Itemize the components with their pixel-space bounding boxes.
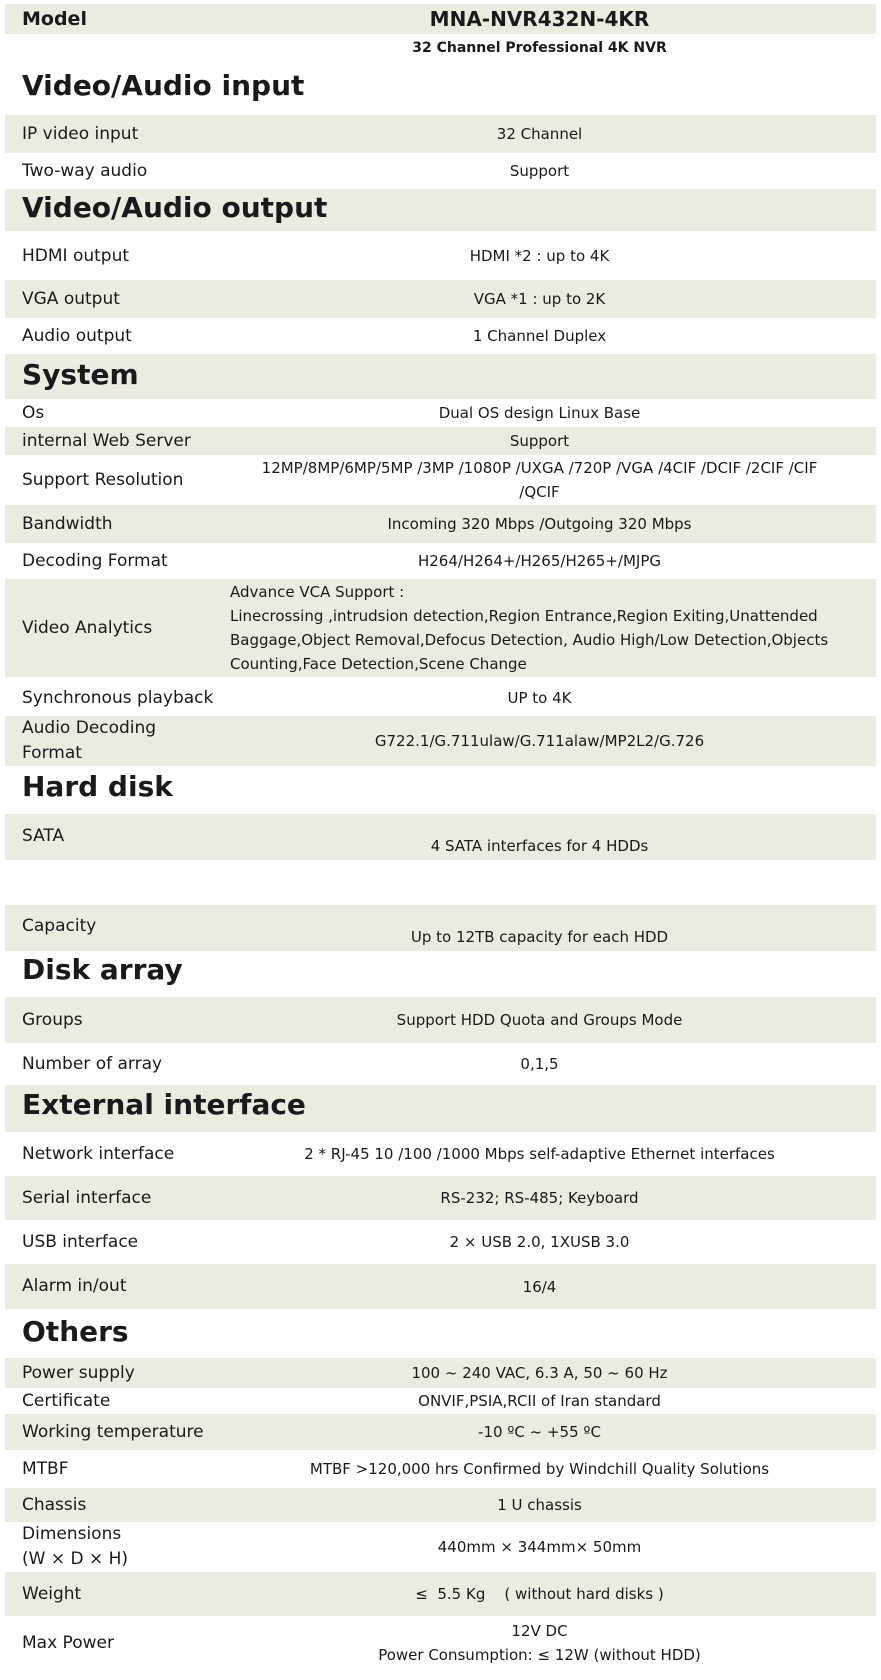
section-system: System (22, 358, 139, 391)
row-value: 100 ~ 240 VAC, 6.3 A, 50 ~ 60 Hz (411, 1364, 668, 1382)
label-line-2: (W × D × H) (22, 1549, 129, 1569)
row-value: 440mm × 344mm× 50mm (437, 1538, 642, 1556)
row-value: VGA *1 : up to 2K (473, 290, 606, 308)
row-mtbf (5, 1450, 876, 1488)
row-value (223, 1619, 876, 1667)
row-label: internal Web Server (22, 430, 191, 451)
row-label: SATA (22, 826, 65, 846)
row-value: 16/4 (522, 1277, 557, 1296)
row-label: Certificate (22, 1390, 111, 1411)
row-label: Synchronous playback (22, 687, 214, 708)
row-label: Alarm in/out (22, 1276, 127, 1296)
product-subtitle: 32 Channel Professional 4K NVR (412, 40, 667, 56)
row-two-way-audio (5, 153, 876, 189)
row-value: HDMI *2 : up to 4K (469, 247, 610, 265)
row-alarm (5, 1264, 876, 1309)
section-others: Others (22, 1315, 129, 1348)
row-label: HDMI output (22, 245, 130, 266)
resolution-line-2: /QCIF (519, 483, 560, 501)
row-value: G722.1/G.711ulaw/G.711alaw/MP2L2/G.726 (374, 732, 705, 750)
row-value: 4 SATA interfaces for 4 HDDs (430, 837, 649, 855)
row-label: VGA output (22, 288, 120, 309)
row-audio-output (5, 318, 876, 354)
row-value: Dual OS design Linux Base (438, 404, 641, 422)
analytics-line-3: Baggage,Object Removal,Defocus Detection, Audio High/Low Detection,Objects (230, 631, 829, 649)
row-value: UP to 4K (507, 689, 572, 707)
row-label: Two-way audio (22, 160, 148, 181)
row-power-supply (5, 1358, 876, 1388)
section-disk-array: Disk array (22, 953, 183, 986)
section-external-interface: External interface (22, 1088, 306, 1121)
row-value: MTBF >120,000 hrs Confirmed by Windchill Quality Solutions (309, 1460, 770, 1478)
row-sync-playback (5, 680, 876, 716)
row-value: 0,1,5 (520, 1055, 559, 1073)
analytics-line-1: Advance VCA Support : (230, 583, 405, 601)
row-certificate (5, 1388, 876, 1414)
row-sata (5, 814, 876, 860)
row-working-temp (5, 1414, 876, 1450)
row-video-analytics (5, 579, 876, 677)
row-label: Video Analytics (22, 617, 153, 638)
row-chassis (5, 1488, 876, 1522)
row-label: Groups (22, 1009, 83, 1030)
row-label: Os (22, 402, 45, 423)
row-value: 32 Channel (496, 125, 583, 143)
row-label: Max Power (22, 1632, 114, 1653)
row-label: Network interface (22, 1143, 175, 1164)
model-row (5, 4, 876, 34)
row-audio-decoding (5, 716, 876, 766)
row-label: MTBF (22, 1458, 69, 1479)
label-line-2: Format (22, 743, 82, 763)
row-value (223, 580, 876, 676)
resolution-line-1: 12MP/8MP/6MP/5MP /3MP /1080P /UXGA /720P /VGA /4CIF /DCIF /2CIF /CIF (261, 459, 818, 477)
row-value: 2 × USB 2.0, 1XUSB 3.0 (449, 1233, 630, 1251)
model-label: Model (22, 7, 87, 30)
model-value: MNA-NVR432N-4KR (429, 7, 650, 31)
row-label (5, 1522, 223, 1572)
row-label: Audio output (22, 325, 132, 346)
row-label: Weight (22, 1583, 82, 1604)
row-capacity (5, 905, 876, 951)
row-label: Bandwidth (22, 513, 113, 534)
row-value: Support HDD Quota and Groups Mode (396, 1011, 683, 1029)
row-vga-output (5, 280, 876, 318)
row-value: Up to 12TB capacity for each HDD (410, 928, 669, 946)
row-ip-video-input (5, 115, 876, 153)
row-support-resolution (5, 455, 876, 505)
row-web-server (5, 427, 876, 455)
row-usb-interface (5, 1220, 876, 1264)
analytics-line-4: Counting,Face Detection,Scene Change (230, 655, 527, 673)
row-label: Power supply (22, 1362, 135, 1383)
row-label: Capacity (22, 916, 97, 936)
row-value: RS-232; RS-485; Keyboard (440, 1189, 639, 1207)
row-value: Incoming 320 Mbps /Outgoing 320 Mbps (387, 515, 692, 533)
row-label: Serial interface (22, 1187, 152, 1208)
row-label: Number of array (22, 1053, 163, 1074)
row-value (223, 456, 876, 504)
label-line-1: Audio Decoding (22, 718, 157, 738)
row-value: Support (509, 432, 570, 450)
section-hard-disk: Hard disk (22, 770, 173, 803)
row-label: Chassis (22, 1494, 87, 1515)
row-value: Support (509, 162, 570, 180)
row-label: Decoding Format (22, 550, 168, 571)
row-value: H264/H264+/H265/H265+/MJPG (417, 552, 662, 570)
row-value: ONVIF,PSIA,RCII of Iran standard (418, 1392, 661, 1410)
row-weight (5, 1572, 876, 1616)
row-groups (5, 997, 876, 1043)
row-value: ≤ 5.5 Kg ( without hard disks ) (415, 1585, 664, 1603)
row-value: -10 ºC ~ +55 ºC (478, 1423, 601, 1441)
row-label: IP video input (22, 123, 139, 144)
power-line-1: 12V DC (511, 1622, 568, 1640)
row-bandwidth (5, 505, 876, 543)
row-value: 1 U chassis (497, 1496, 582, 1514)
row-value: 1 Channel Duplex (472, 327, 607, 345)
power-line-2: Power Consumption: ≤ 12W (without HDD) (378, 1646, 701, 1664)
label-line-1: Dimensions (22, 1524, 122, 1544)
row-os (5, 399, 876, 427)
row-dimensions (5, 1522, 876, 1572)
row-max-power (5, 1616, 876, 1670)
row-label: Working temperature (22, 1421, 204, 1442)
row-hdmi-output (5, 236, 876, 276)
row-label (5, 716, 223, 766)
section-video-audio-output: Video/Audio output (22, 191, 328, 224)
row-network-interface (5, 1132, 876, 1176)
analytics-line-2: Linecrossing ,intrudsion detection,Region Entrance,Region Exiting,Unattended (230, 607, 818, 625)
row-serial-interface (5, 1176, 876, 1220)
section-video-audio-input: Video/Audio input (22, 69, 305, 102)
row-label: USB interface (22, 1231, 139, 1252)
row-decoding-format (5, 543, 876, 579)
row-number-of-array (5, 1043, 876, 1085)
row-value: 2 * RJ-45 10 /100 /1000 Mbps self-adaptive Ethernet interfaces (304, 1145, 775, 1163)
row-label: Support Resolution (22, 469, 184, 490)
